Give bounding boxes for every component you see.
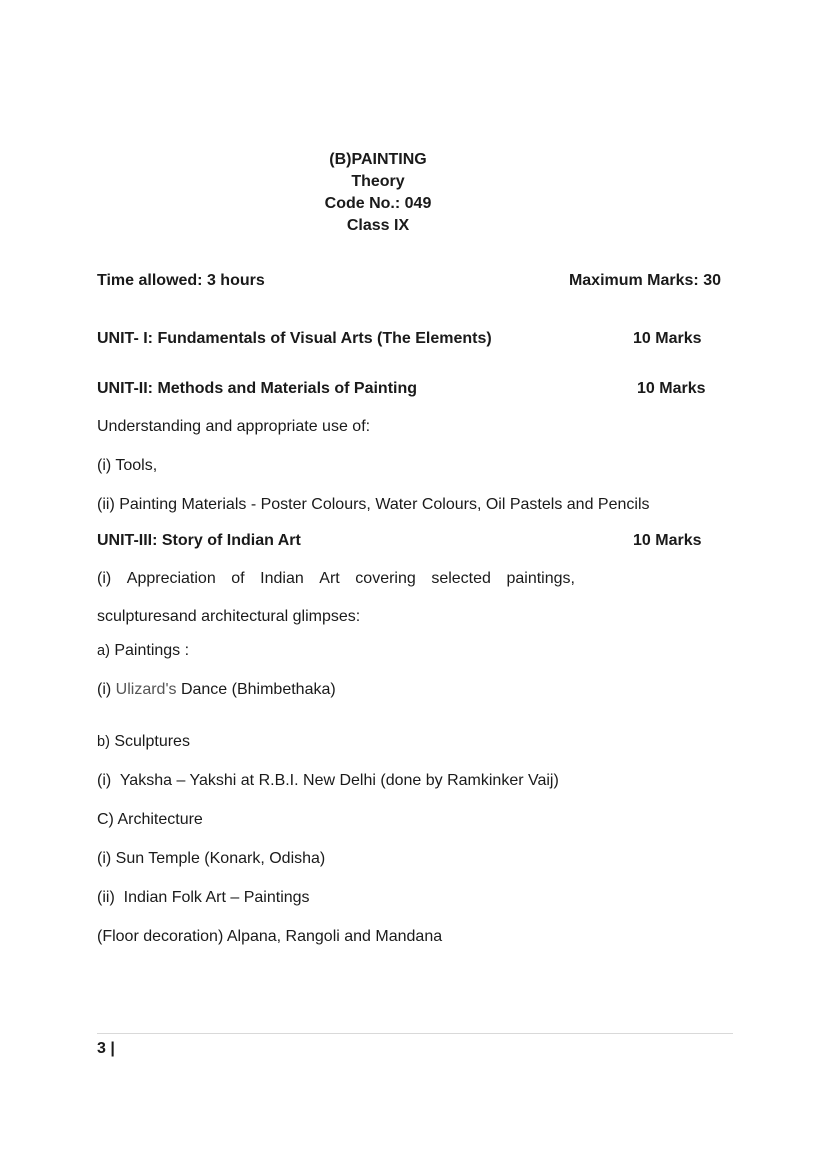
code-number: Code No.: 049 (324, 195, 432, 212)
unit-2-title: UNIT-II: Methods and Materials of Painting (97, 380, 418, 397)
class-label: Class IX (346, 217, 410, 234)
appreciation-word: Art (319, 570, 340, 587)
appreciation-word: of (231, 570, 245, 587)
sculptures-label-prefix: b) (97, 734, 110, 750)
sculptures-item: (i) Yaksha – Yakshi at R.B.I. New Delhi (done by Ramkinker Vaij) (97, 772, 559, 789)
paintings-label-prefix: a) (97, 643, 110, 659)
appreciation-word: paintings, (506, 570, 575, 587)
folk-art-item: (ii) Indian Folk Art – Paintings (97, 889, 310, 906)
sculptures-label-text: Sculptures (109, 733, 190, 750)
sculptures-label (97, 733, 190, 751)
unit-3-appreciation-line-1 (97, 570, 575, 588)
unit-1-title: UNIT- I: Fundamentals of Visual Arts (The Elements) (97, 330, 492, 347)
paintings-label-text: Paintings : (109, 642, 190, 659)
unit-2-item-tools: (i) Tools, (97, 457, 158, 474)
unit-3-marks: 10 Marks (633, 532, 702, 549)
unit-3-title: UNIT-III: Story of Indian Art (97, 532, 301, 549)
paintings-label (97, 642, 189, 660)
unit-2-intro: Understanding and appropriate use of: (97, 418, 371, 435)
paintings-item-name: Ulizard's (115, 681, 177, 698)
unit-1-marks: 10 Marks (633, 330, 702, 347)
appreciation-word: Indian (260, 570, 304, 587)
paintings-item (97, 681, 336, 699)
document-title: (B)PAINTING (329, 151, 427, 168)
unit-3-appreciation-line-2: sculpturesand architectural glimpses: (97, 608, 361, 625)
paintings-item-rest: Dance (Bhimbethaka) (176, 681, 336, 698)
paintings-item-prefix: (i) (97, 681, 116, 698)
maximum-marks: Maximum Marks: 30 (568, 272, 721, 289)
appreciation-word: selected (431, 570, 491, 587)
unit-2-item-materials: (ii) Painting Materials - Poster Colours, Water Colours, Oil Pastels and Pencils (97, 496, 650, 513)
document-subtitle: Theory (351, 173, 405, 190)
architecture-item: (i) Sun Temple (Konark, Odisha) (97, 850, 326, 867)
appreciation-word: (i) (97, 570, 112, 587)
appreciation-word: Appreciation (126, 570, 216, 587)
page-number: 3 | (97, 1040, 115, 1057)
unit-2-marks: 10 Marks (637, 380, 706, 397)
time-allowed: Time allowed: 3 hours (97, 272, 265, 289)
architecture-label: C) Architecture (97, 811, 203, 828)
appreciation-word: covering (355, 570, 416, 587)
footer-divider (97, 1033, 733, 1034)
folk-art-detail: (Floor decoration) Alpana, Rangoli and Mandana (97, 928, 443, 945)
